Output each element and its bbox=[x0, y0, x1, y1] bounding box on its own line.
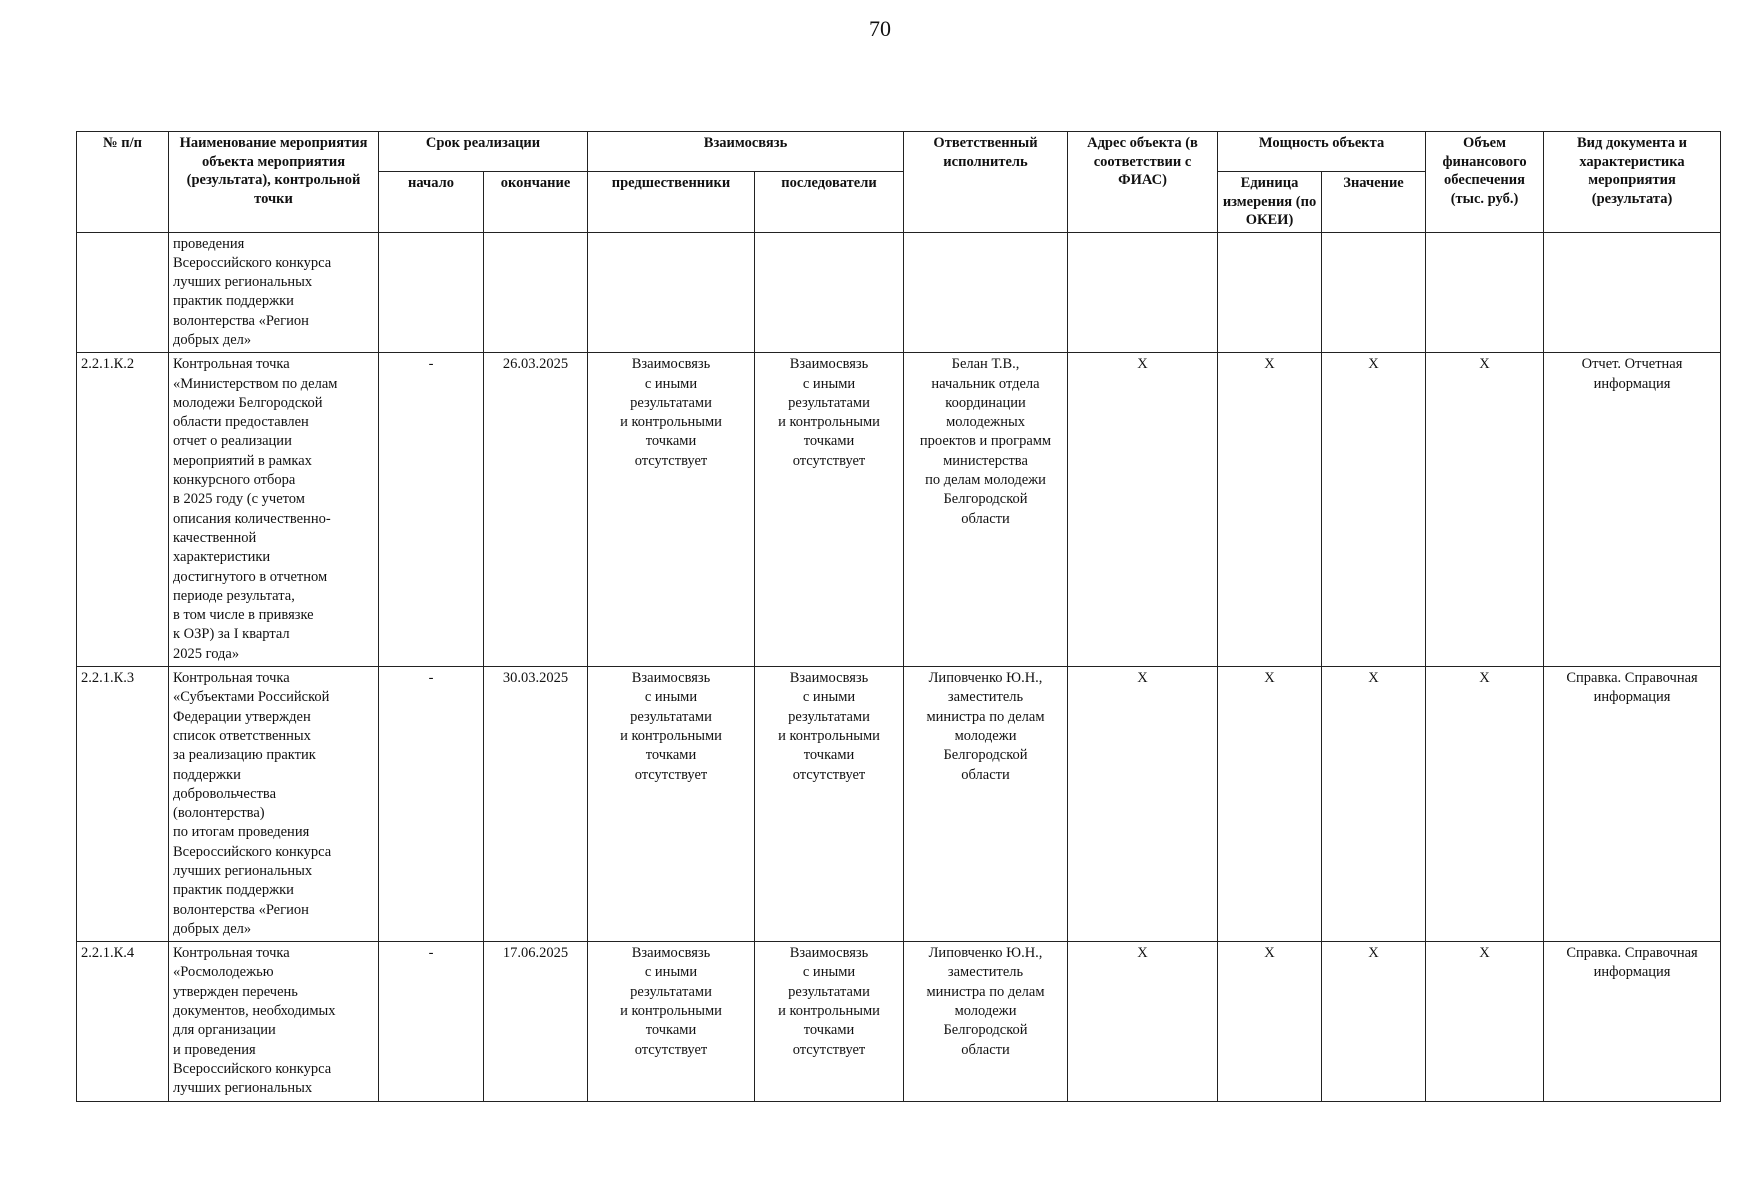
cell-successors: Взаимосвязь с иными результатами и контрольными точками отсутствует bbox=[755, 942, 904, 1101]
cell-unit: Х bbox=[1218, 667, 1322, 942]
cell-successors bbox=[755, 232, 904, 353]
cell-num: 2.2.1.К.4 bbox=[77, 942, 169, 1101]
cell-end: 30.03.2025 bbox=[484, 667, 588, 942]
table-row bbox=[77, 942, 1721, 1101]
header-name: Наименование мероприятия объекта мероприятия (результата), контрольной точки bbox=[169, 132, 379, 233]
header-start: начало bbox=[379, 172, 484, 233]
cell-responsible: Липовченко Ю.Н., заместитель министра по делам молодежи Белгородской области bbox=[904, 942, 1068, 1101]
header-link: Взаимосвязь bbox=[588, 132, 904, 172]
header-document: Вид документа и характеристика мероприятия (результата) bbox=[1544, 132, 1721, 233]
cell-start: - bbox=[379, 353, 484, 667]
cell-responsible: Липовченко Ю.Н., заместитель министра по делам молодежи Белгородской области bbox=[904, 667, 1068, 942]
header-value: Значение bbox=[1322, 172, 1426, 233]
header-finance: Объем финансового обеспечения (тыс. руб.) bbox=[1426, 132, 1544, 233]
table-header bbox=[77, 132, 1721, 233]
cell-value: Х bbox=[1322, 942, 1426, 1101]
cell-unit: Х bbox=[1218, 942, 1322, 1101]
cell-value: Х bbox=[1322, 353, 1426, 667]
cell-responsible: Белан Т.В., начальник отдела координации молодежных проектов и программ министерства по делам молодежи Белгородской области bbox=[904, 353, 1068, 667]
header-address: Адрес объекта (в соответствии с ФИАС) bbox=[1068, 132, 1218, 233]
header-term: Срок реализации bbox=[379, 132, 588, 172]
cell-num: 2.2.1.К.3 bbox=[77, 667, 169, 942]
plan-table bbox=[76, 131, 1721, 1102]
cell-start bbox=[379, 232, 484, 353]
cell-num: 2.2.1.К.2 bbox=[77, 353, 169, 667]
cell-predecessors: Взаимосвязь с иными результатами и контрольными точками отсутствует bbox=[588, 667, 755, 942]
page-number: 70 bbox=[869, 16, 891, 41]
header-power: Мощность объекта bbox=[1218, 132, 1426, 172]
header-num: № п/п bbox=[77, 132, 169, 233]
table-body bbox=[77, 232, 1721, 1101]
cell-value bbox=[1322, 232, 1426, 353]
cell-finance: Х bbox=[1426, 353, 1544, 667]
table-row bbox=[77, 353, 1721, 667]
cell-end: 26.03.2025 bbox=[484, 353, 588, 667]
cell-predecessors: Взаимосвязь с иными результатами и контрольными точками отсутствует bbox=[588, 942, 755, 1101]
cell-document: Справка. Справочная информация bbox=[1544, 942, 1721, 1101]
cell-address: Х bbox=[1068, 353, 1218, 667]
cell-end: 17.06.2025 bbox=[484, 942, 588, 1101]
cell-finance bbox=[1426, 232, 1544, 353]
header-predecessors: предшественники bbox=[588, 172, 755, 233]
cell-unit bbox=[1218, 232, 1322, 353]
cell-finance: Х bbox=[1426, 942, 1544, 1101]
cell-name: проведения Всероссийского конкурса лучших региональных практик поддержки волонтерства «Регион добрых дел» bbox=[169, 232, 379, 353]
header-unit: Единица измерения (по ОКЕИ) bbox=[1218, 172, 1322, 233]
header-successors: последователи bbox=[755, 172, 904, 233]
cell-address: Х bbox=[1068, 942, 1218, 1101]
table-row bbox=[77, 667, 1721, 942]
cell-document: Отчет. Отчетная информация bbox=[1544, 353, 1721, 667]
cell-successors: Взаимосвязь с иными результатами и контрольными точками отсутствует bbox=[755, 353, 904, 667]
cell-start: - bbox=[379, 667, 484, 942]
cell-start: - bbox=[379, 942, 484, 1101]
cell-name: Контрольная точка «Росмолодежью утвержден перечень документов, необходимых для организации и проведения Всероссийского конкурса лучших региональных bbox=[169, 942, 379, 1101]
cell-address bbox=[1068, 232, 1218, 353]
header-end: окончание bbox=[484, 172, 588, 233]
cell-address: Х bbox=[1068, 667, 1218, 942]
cell-name: Контрольная точка «Субъектами Российской Федерации утвержден список ответственных за реализацию практик поддержки добровольчества (волонтерства) по итогам проведения Всероссийского конкурса лучших региональных практик поддержки волонтерства «Регион добрых дел» bbox=[169, 667, 379, 942]
cell-document bbox=[1544, 232, 1721, 353]
table-row bbox=[77, 232, 1721, 353]
cell-name: Контрольная точка «Министерством по делам молодежи Белгородской области предоставлен отчет о реализации мероприятий в рамках конкурсного отбора в 2025 году (с учетом описания количественно- качественной характеристики достигнутого в отчетном периоде результата, в том числе в привязке к ОЗР) за I квартал 2025 года» bbox=[169, 353, 379, 667]
cell-finance: Х bbox=[1426, 667, 1544, 942]
cell-predecessors bbox=[588, 232, 755, 353]
cell-value: Х bbox=[1322, 667, 1426, 942]
cell-responsible bbox=[904, 232, 1068, 353]
cell-successors: Взаимосвязь с иными результатами и контрольными точками отсутствует bbox=[755, 667, 904, 942]
header-responsible: Ответственный исполнитель bbox=[904, 132, 1068, 233]
cell-document: Справка. Справочная информация bbox=[1544, 667, 1721, 942]
cell-end bbox=[484, 232, 588, 353]
cell-num bbox=[77, 232, 169, 353]
cell-unit: Х bbox=[1218, 353, 1322, 667]
cell-predecessors: Взаимосвязь с иными результатами и контрольными точками отсутствует bbox=[588, 353, 755, 667]
